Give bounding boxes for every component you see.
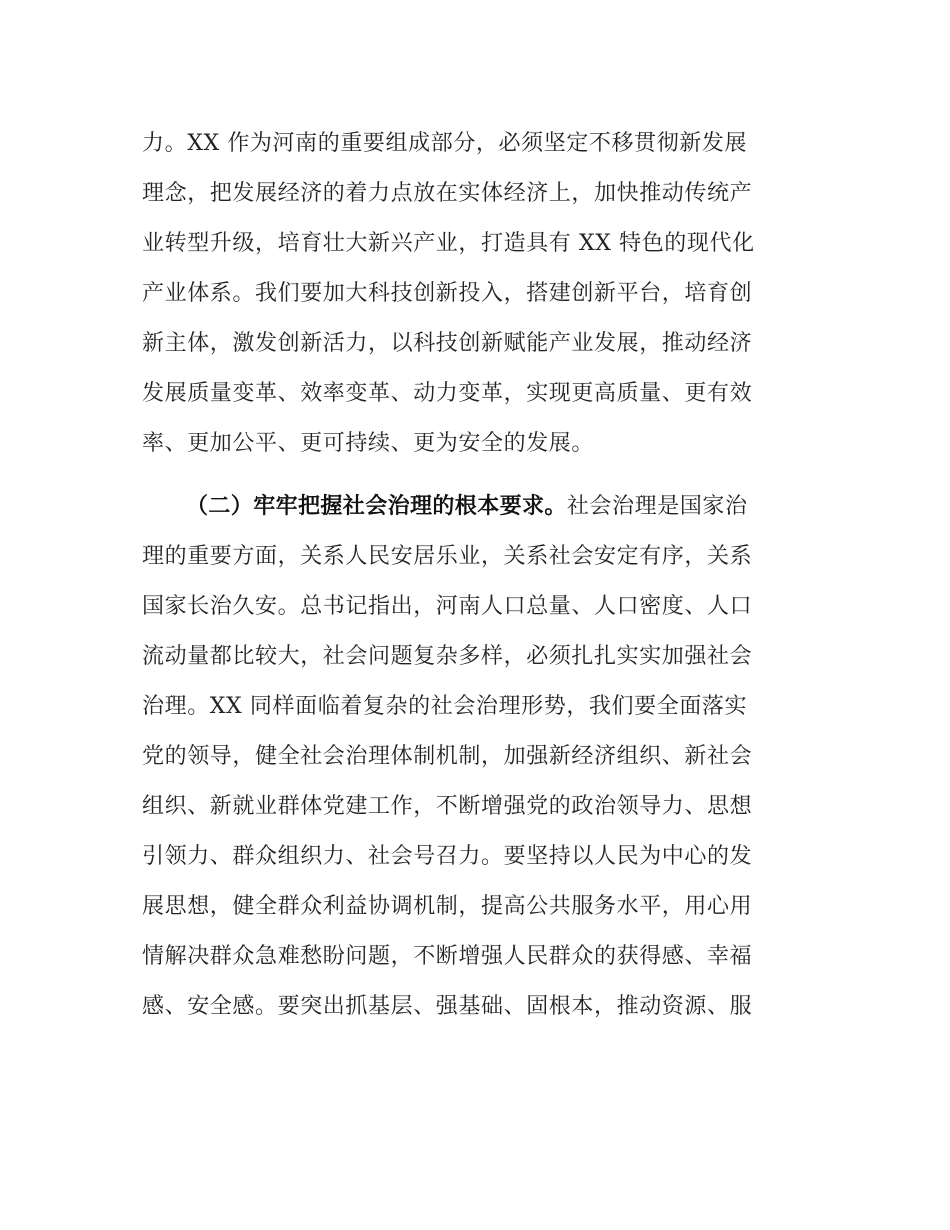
paragraph-2-line-6: 党的领导，健全社会治理体制机制，加强新经济组织、新社会 — [142, 744, 753, 769]
paragraph-1-line-3: 业转型升级，培育壮大新兴产业，打造具有 XX 特色的现代化 — [142, 231, 755, 256]
paragraph-1-line-2: 理念，把发展经济的着力点放在实体经济上，加快推动传统产 — [142, 181, 753, 206]
paragraph-1-line-1: 力。XX 作为河南的重要组成部分，必须坚定不移贯彻新发展 — [142, 131, 748, 156]
paragraph-1-line-5: 新主体，激发创新活力，以科技创新赋能产业发展，推动经济 — [142, 331, 753, 356]
paragraph-2-line-1 — [186, 487, 866, 527]
paragraph-2-line-8: 引领力、群众组织力、社会号召力。要坚持以人民为中心的发 — [142, 844, 753, 869]
paragraph-1-line-7: 率、更加公平、更可持续、更为安全的发展。 — [142, 431, 595, 456]
paragraph-2-line-1-text: 社会治理是国家治 — [566, 494, 748, 519]
paragraph-1-line-4: 产业体系。我们要加大科技创新投入，搭建创新平台，培育创 — [142, 281, 753, 306]
paragraph-2-line-11: 感、安全感。要突出抓基层、强基础、固根本，推动资源、服 — [142, 994, 753, 1019]
paragraph-2-line-10: 情解决群众急难愁盼问题，不断增强人民群众的获得感、幸福 — [142, 944, 753, 969]
section-heading: （二）牢牢把握社会治理的根本要求。 — [186, 494, 567, 519]
paragraph-1-line-6: 发展质量变革、效率变革、动力变革，实现更高质量、更有效 — [142, 381, 753, 406]
paragraph-2-line-7: 组织、新就业群体党建工作，不断增强党的政治领导力、思想 — [142, 794, 753, 819]
paragraph-2-line-5: 治理。XX 同样面临着复杂的社会治理形势，我们要全面落实 — [142, 694, 748, 719]
paragraph-2-line-3: 国家长治久安。总书记指出，河南人口总量、人口密度、人口 — [142, 594, 753, 619]
paragraph-2-line-4: 流动量都比较大，社会问题复杂多样，必须扎扎实实加强社会 — [142, 644, 753, 669]
paragraph-2-line-9: 展思想，健全群众利益协调机制，提高公共服务水平，用心用 — [142, 894, 753, 919]
paragraph-2-line-2: 理的重要方面，关系人民安居乐业，关系社会安定有序，关系 — [142, 544, 753, 569]
